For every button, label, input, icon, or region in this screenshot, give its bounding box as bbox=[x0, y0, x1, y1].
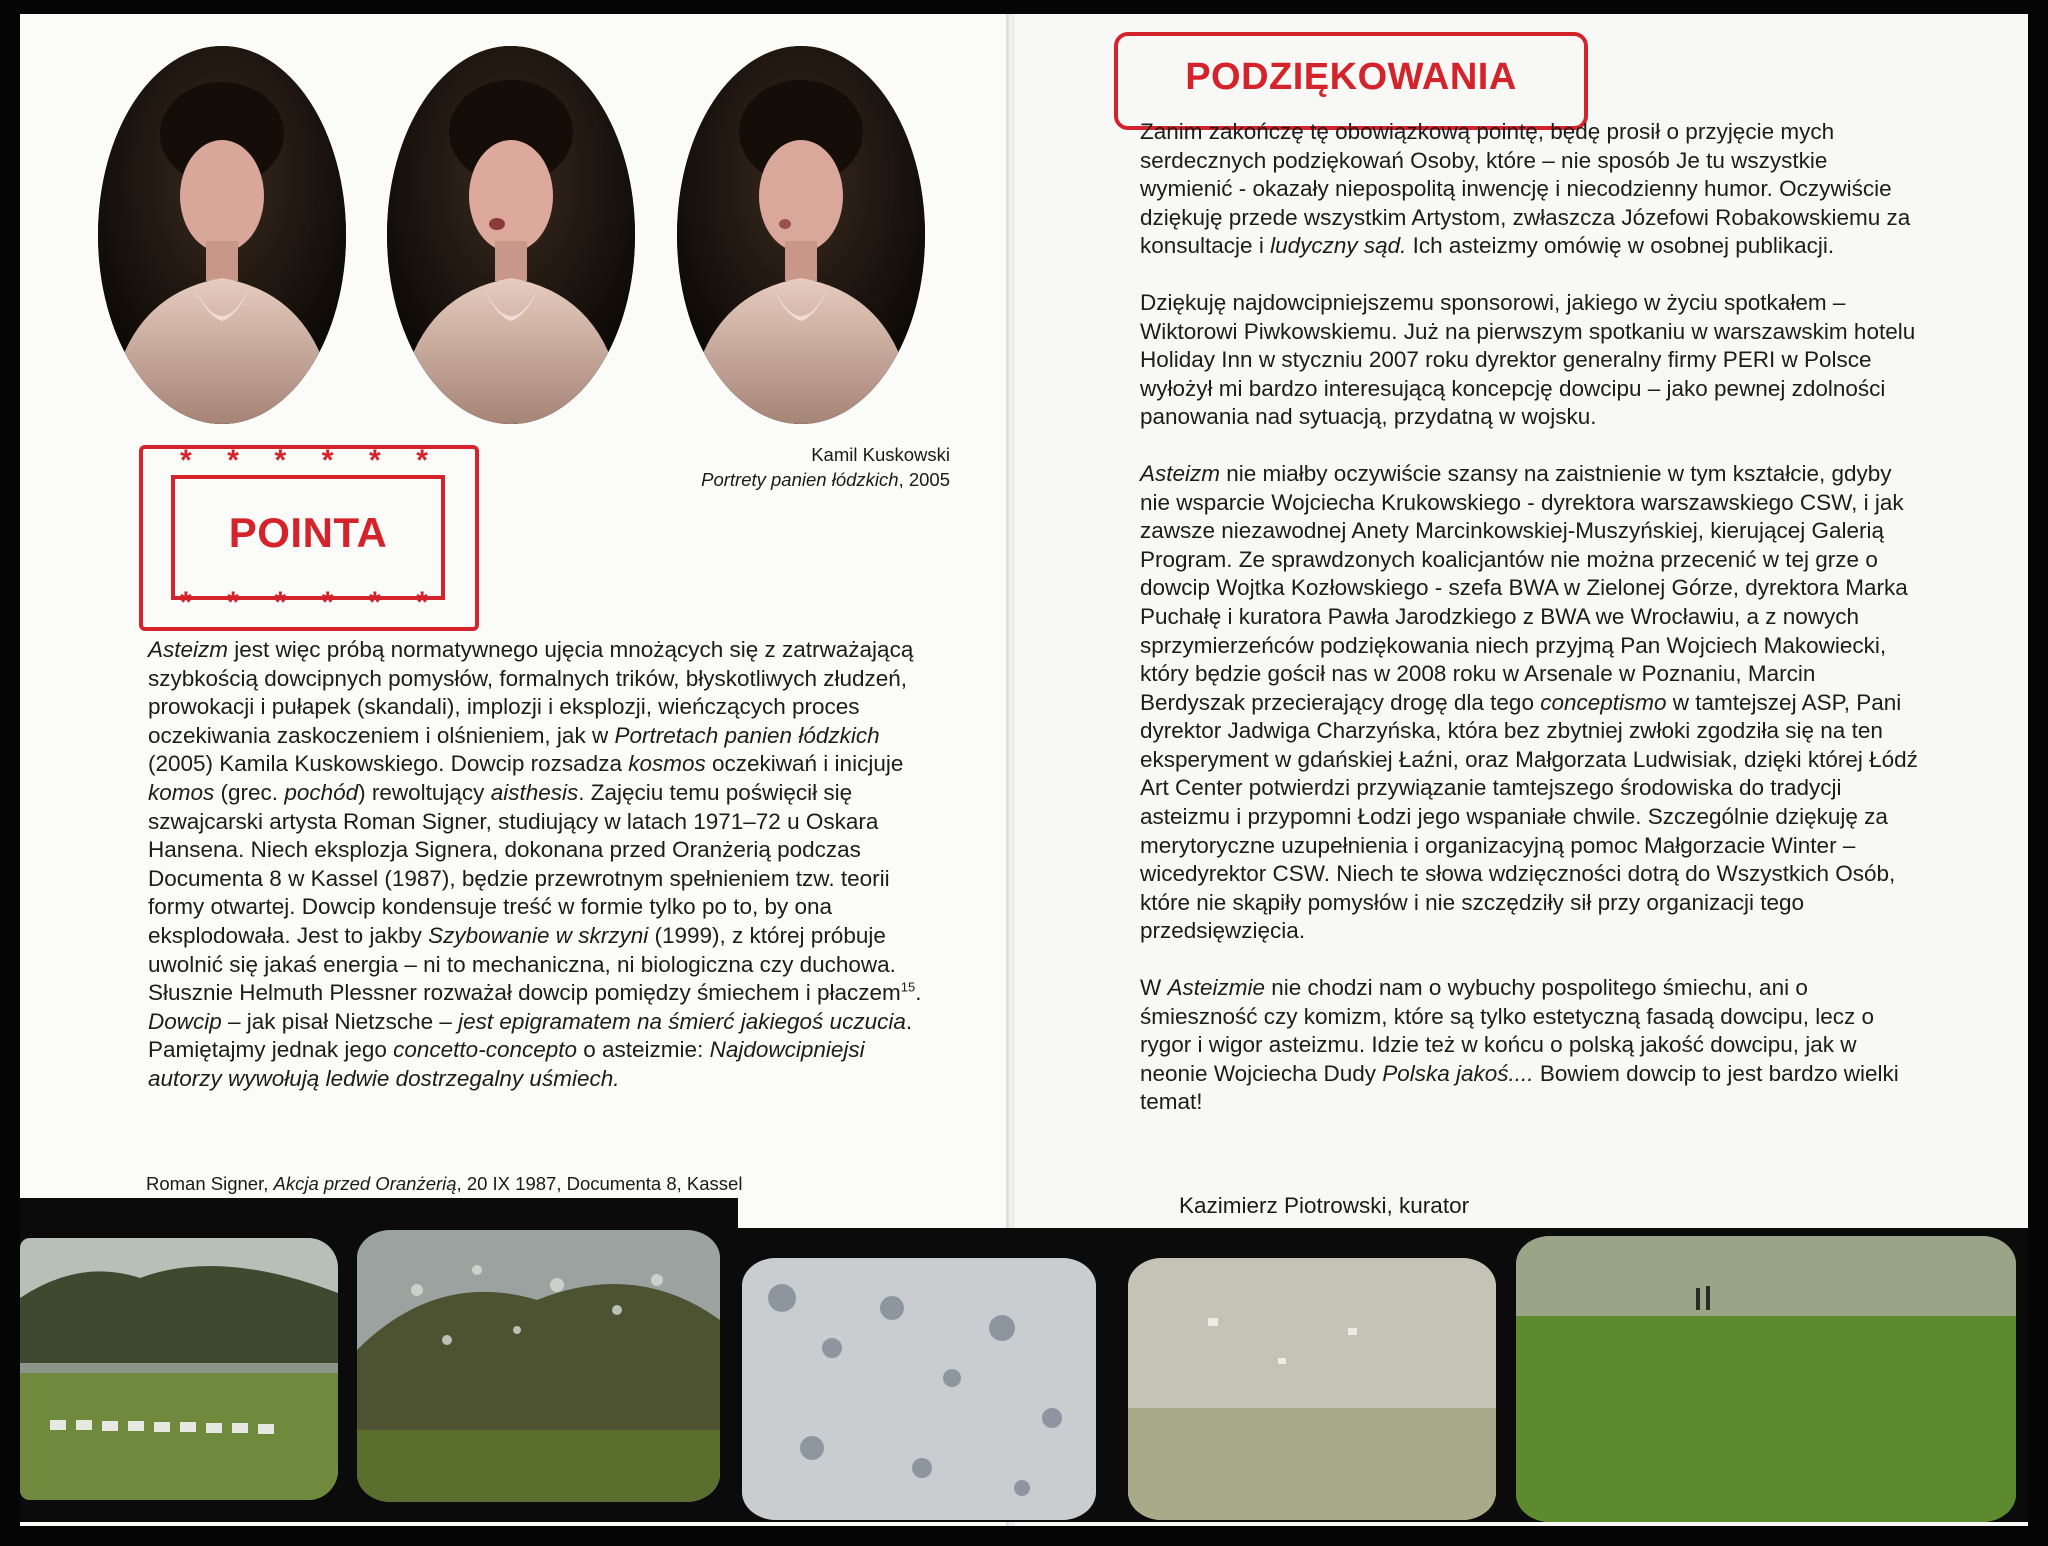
text-run: . bbox=[915, 980, 922, 1006]
text-run: oczekiwań i inicjuje bbox=[705, 751, 904, 777]
italic-run: ludyczny sąd. bbox=[1270, 233, 1407, 259]
italic-run: Polska jakoś.... bbox=[1382, 1060, 1534, 1086]
signer-caption-artist: Roman Signer, bbox=[146, 1173, 274, 1194]
footnote-ref: 15 bbox=[900, 979, 916, 995]
italic-run: pochód bbox=[284, 779, 359, 805]
text-run: w tamtejszej ASP, Pani dyrektor Jadwiga Charzyńska, która bez zbytniej zwłoki zgodziła się na ten eksperyment w gdańskiej Łaźni, oraz Małgorzata Ludwisiak, dzięki której Łódź Art Center potwierdzi przywiązanie tamtejszego środowiska do tradycji asteizmu i przypomni Łodzi jego wspaniałe chwile. Szczególnie dziękuję za merytoryczne uzupełnienia i organizacyjną pomoc Małgorzacie Winter – wicedyrektor CSW. Niech te słowa wdzięczności dotrą do Wszystkich Osób, które nie skąpiły pomysłów i nie szczędziły sił przy organizacji tego przedsięwzięcia. bbox=[1140, 689, 1918, 944]
text-run: jest więc próbą normatywnego ujęcia mnożących się z zatrważającą szybkością dowcipnych pomysłów, formalnych trików, błyskotliwych złudzeń, prowokacji i pułapek (skandali), implozji i eksplozji, wieńczących proces oczekiwania zaskoczeniem i olśnieniem, jak w bbox=[148, 637, 914, 748]
italic-run: Szybowanie w skrzyni bbox=[428, 922, 649, 948]
text-run: (2005) Kamila Kuskowskiego. Dowcip rozsadza bbox=[148, 751, 629, 777]
text-run: nie miałby oczywiście szansy na zaistnienie w tym kształcie, gdyby nie wsparcie Wojciecha Krukowskiego - dyrektora warszawskiego CSW, i jak zawsze niezawodnej Anety Marcinkowskiej-Muszyńskiej, kierującej Galerią Program. Ze sprawdzonych koalicjantów nie można przecenić w tej grze o dowcip Wojtka Kozłowskiego - szefa BWA w Zielonej Górze, dyrektora Marka Puchałę i kuratora Pawła Jarodzkiego z BWA we Wrocławiu, a z nowych sprzymierzeńców podziękowania niech przyjmą Pan Wojciech Makowiecki, który będzie gościł nas w 2008 roku w Arsenale w Poznaniu, Marcin Berdyszak przecierający drogę dla tego bbox=[1140, 460, 1908, 715]
tv-frame-3 bbox=[742, 1258, 1096, 1520]
text-run: (grec. bbox=[214, 779, 285, 805]
italic-run: jest epigramatem na śmierć jakiegoś uczucia bbox=[458, 1008, 906, 1034]
pointa-paragraph-text bbox=[148, 636, 938, 1094]
italic-run: Portretach panien łódzkich bbox=[614, 722, 880, 748]
italic-run: kosmos bbox=[628, 751, 706, 777]
stamp-star: * bbox=[416, 586, 428, 619]
portrait-caption bbox=[560, 442, 950, 492]
portrait-image-2 bbox=[387, 46, 635, 424]
tv-frame-2 bbox=[357, 1230, 720, 1502]
italic-run: concetto-concepto bbox=[393, 1037, 578, 1063]
italic-run: Dowcip bbox=[148, 1008, 222, 1034]
portrait-caption-work: Portrety panien łódzkich bbox=[701, 469, 899, 490]
stamp-star: * bbox=[227, 586, 239, 619]
text-run: (1999), z której próbuje uwolnić się jakaś energia – ni to mechaniczna, ni biologiczna czy duchowa. Słusznie Helmuth Plessner rozważał dowcip pomiędzy śmiechem i płaczem bbox=[148, 922, 901, 1006]
stamp-star: * bbox=[369, 586, 381, 619]
tv-frame-4 bbox=[1128, 1258, 1496, 1520]
text-run: ) rewoltujący bbox=[358, 779, 491, 805]
stamp-star: * bbox=[274, 586, 287, 619]
stamp-star: * bbox=[416, 444, 428, 477]
portrait-caption-artist: Kamil Kuskowski bbox=[811, 444, 950, 465]
podziekowania-title: PODZIĘKOWANIA bbox=[1185, 56, 1517, 98]
text-run: W bbox=[1140, 975, 1168, 1001]
text-run: . Pamiętajmy jednak jego bbox=[148, 1008, 913, 1063]
text-run: o asteizmie: bbox=[577, 1037, 710, 1063]
stamp-star: * bbox=[227, 444, 239, 477]
italic-run: Asteizm bbox=[148, 637, 229, 662]
italic-run: conceptismo bbox=[1540, 689, 1667, 715]
signer-caption bbox=[146, 1171, 986, 1196]
podziekowania-paragraph-4 bbox=[1140, 974, 1925, 1117]
tv-frame-1 bbox=[20, 1238, 338, 1500]
italic-run: Asteizmie bbox=[1167, 975, 1266, 1001]
text-run: Dziękuję najdowcipniejszemu sponsorowi, jakiego w życiu spotkałem – Wiktorowi Piwkowskiemu. Już na pierwszym spotkaniu w warszawskim hotelu Holiday Inn w styczniu 2007 roku dyrektor generalny firmy PERI w Polsce wyłożył mi bardzo interesującą koncepcję dowcipu – jako pewnej zdolności panowania nad sytuacją, przydatną w wojsku. bbox=[1140, 289, 1916, 430]
signer-caption-rest: , 20 IX 1987, Documenta 8, Kassel bbox=[456, 1173, 743, 1194]
signature: Kazimierz Piotrowski, kurator bbox=[1179, 1193, 1470, 1218]
italic-run: Asteizm bbox=[1140, 460, 1221, 486]
italic-run: aisthesis bbox=[490, 779, 579, 805]
pointa-stars-top bbox=[180, 444, 428, 477]
stamp-star: * bbox=[180, 586, 192, 619]
stamp-star: * bbox=[180, 444, 192, 477]
text-run: nie chodzi nam o wybuchy pospolitego śmiechu, ani o śmieszność czy komizm, które są tylko estetyczną fasadą dowcipu, lecz o rygor i wigor asteizmu. Idzie też w końcu o polską jakość dowcipu, jak w neonie Wojciecha Dudy bbox=[1140, 975, 1875, 1086]
podziekowania-paragraph-1 bbox=[1140, 118, 1925, 261]
stamp-star: * bbox=[321, 444, 334, 477]
podziekowania-body bbox=[1140, 118, 1925, 1117]
pointa-title: POINTA bbox=[228, 509, 388, 556]
podziekowania-paragraph-3 bbox=[1140, 460, 1925, 946]
text-run: Ich asteizmy omówię w osobnej publikacji. bbox=[1406, 233, 1835, 259]
pointa-paragraph bbox=[148, 636, 938, 1094]
pointa-stars-bottom bbox=[180, 586, 428, 619]
signer-caption-work: Akcja przed Oranżerią bbox=[273, 1173, 457, 1194]
stamp-star: * bbox=[321, 586, 334, 619]
stamp-star: * bbox=[369, 444, 381, 477]
tv-frame-5 bbox=[1516, 1236, 2016, 1522]
stamp-star: * bbox=[274, 444, 287, 477]
italic-run: komos bbox=[148, 779, 215, 805]
portrait-caption-year: , 2005 bbox=[898, 469, 950, 490]
text-run: Bowiem dowcip to jest bardzo wielki temat! bbox=[1140, 1060, 1899, 1115]
italic-run: Najdowcipniejsi autorzy wywołują ledwie dostrzegalny uśmiech. bbox=[148, 1037, 865, 1091]
podziekowania-paragraph-2 bbox=[1140, 289, 1925, 432]
text-run: – jak pisał Nietzsche – bbox=[221, 1008, 459, 1034]
text-run: . Zajęciu temu poświęcił się szwajcarski artysta Roman Signer, studiujący w latach 1971–72 u Oskara Hansena. Niech eksplozja Signera, dokonana przed Oranżerią podczas Documenta 8 w Kassel (1987), będzie przewrotnym spełnieniem tzw. teorii formy otwartej. Dowcip kondensuje treść w formie tylko po to, by ona eksplodowała. Jest to jakby bbox=[148, 779, 890, 948]
portrait-image-3 bbox=[677, 46, 925, 424]
text-run: Zanim zakończę tę obowiązkową pointę, będę prosił o przyjęcie mych serdecznych podziękowań Osoby, które – nie sposób Je tu wszystkie wymienić - okazały niepospolitą inwencję i niecodzienny humor. Oczywiście dziękuję przede wszystkim Artystom, zwłaszcza Józefowi Robakowskiemu za konsultacje i bbox=[1140, 119, 1911, 259]
portrait-image-1 bbox=[98, 46, 346, 424]
